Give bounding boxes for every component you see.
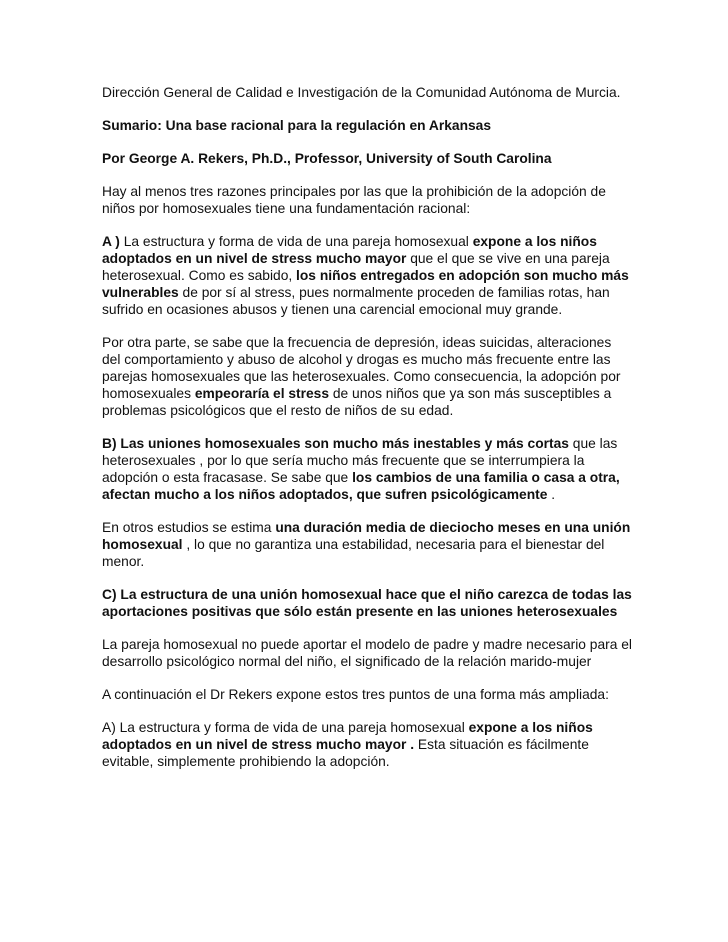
point-a2-text-1: A) La estructura y forma de vida de una pareja homosexual — [102, 720, 469, 735]
depresion-text-2: de unos niños que ya son más susceptibles a problemas psicológicos que el resto de niños de su edad. — [102, 386, 612, 418]
header-paragraph: Dirección General de Calidad e Investigación de la Comunidad Autónoma de Murcia. — [102, 85, 621, 100]
estudios-text-1: En otros estudios se estima — [102, 520, 276, 535]
estudios-bold-1: una duración media de dieciocho meses en una unión homosexual — [102, 520, 631, 552]
estudios-text-2: , lo que no garantiza una estabilidad, necesaria para el bienestar del menor. — [102, 537, 605, 569]
point-a2-bold-1: expone a los niños adoptados en un nivel de stress mucho mayor . — [102, 720, 593, 752]
intro-paragraph: Hay al menos tres razones principales por las que la prohibición de la adopción de niños por homosexuales tiene una fundamentación racional: — [102, 184, 606, 216]
depresion-bold-1: empeoraría el stress — [194, 386, 330, 401]
point-a-text-1: La estructura y forma de vida de una pareja homosexual — [119, 234, 473, 249]
point-a-paragraph — [102, 233, 632, 318]
depresion-paragraph — [102, 334, 632, 419]
document-body — [102, 84, 632, 786]
point-c-text: C) La estructura de una unión homosexual hace que el niño carezca de todas las aportaciones positivas que sólo están presente en las uniones heterosexuales — [102, 587, 632, 619]
summary-heading — [102, 117, 632, 134]
point-b-text-2: . — [547, 487, 556, 502]
point-b-paragraph — [102, 435, 632, 503]
pareja-paragraph: La pareja homosexual no puede aportar el modelo de padre y madre necesario para el desarrollo psicológico normal del niño, el significado de la relación marido-mujer — [102, 637, 632, 669]
summary-text: Sumario: Una base racional para la regulación en Arkansas — [102, 118, 492, 133]
byline-text: Por George A. Rekers, Ph.D., Professor, University of South Carolina — [102, 151, 552, 166]
point-a-bold-2: los niños entregados en adopción son mucho más vulnerables — [102, 268, 629, 300]
point-a-bold-1: expone a los niños adoptados en un nivel de stress mucho mayor — [102, 234, 597, 266]
estudios-paragraph — [102, 519, 632, 570]
byline — [102, 150, 632, 167]
point-a-text-3: de por sí al stress, pues normalmente proceden de familias rotas, han sufrido en ocasiones abusos y tienen una carencial emocional muy grande. — [102, 285, 610, 317]
point-a2-text-2: Esta situación es fácilmente evitable, simplemente prohibiendo la adopción. — [102, 737, 589, 769]
point-b-bold-1: B) Las uniones homosexuales son mucho más inestables y más cortas — [102, 436, 569, 451]
depresion-text-1: Por otra parte, se sabe que la frecuencia de depresión, ideas suicidas, alteraciones del comportamiento y abuso de alcohol y drogas es mucho más frecuente entre las parejas homosexuales que las heterosexuales. Como consecuencia, la adopción por homosexuales — [102, 335, 621, 401]
point-b-text-1: que las heterosexuales , por lo que sería mucho más frecuente que se interrumpiera la adopción o esta fracasase. Se sabe que — [102, 436, 618, 485]
point-a-text-2: que el que se vive en una pareja heterosexual. Como es sabido, — [102, 251, 610, 283]
point-a-label: A ) — [102, 234, 120, 249]
point-c-paragraph — [102, 586, 632, 620]
continuacion-paragraph: A continuación el Dr Rekers expone estos tres puntos de una forma más ampliada: — [102, 687, 609, 702]
point-a2-paragraph — [102, 719, 632, 770]
point-b-bold-2: los cambios de una familia o casa a otra, afectan mucho a los niños adoptados, que sufren psicológicamente — [102, 470, 620, 502]
